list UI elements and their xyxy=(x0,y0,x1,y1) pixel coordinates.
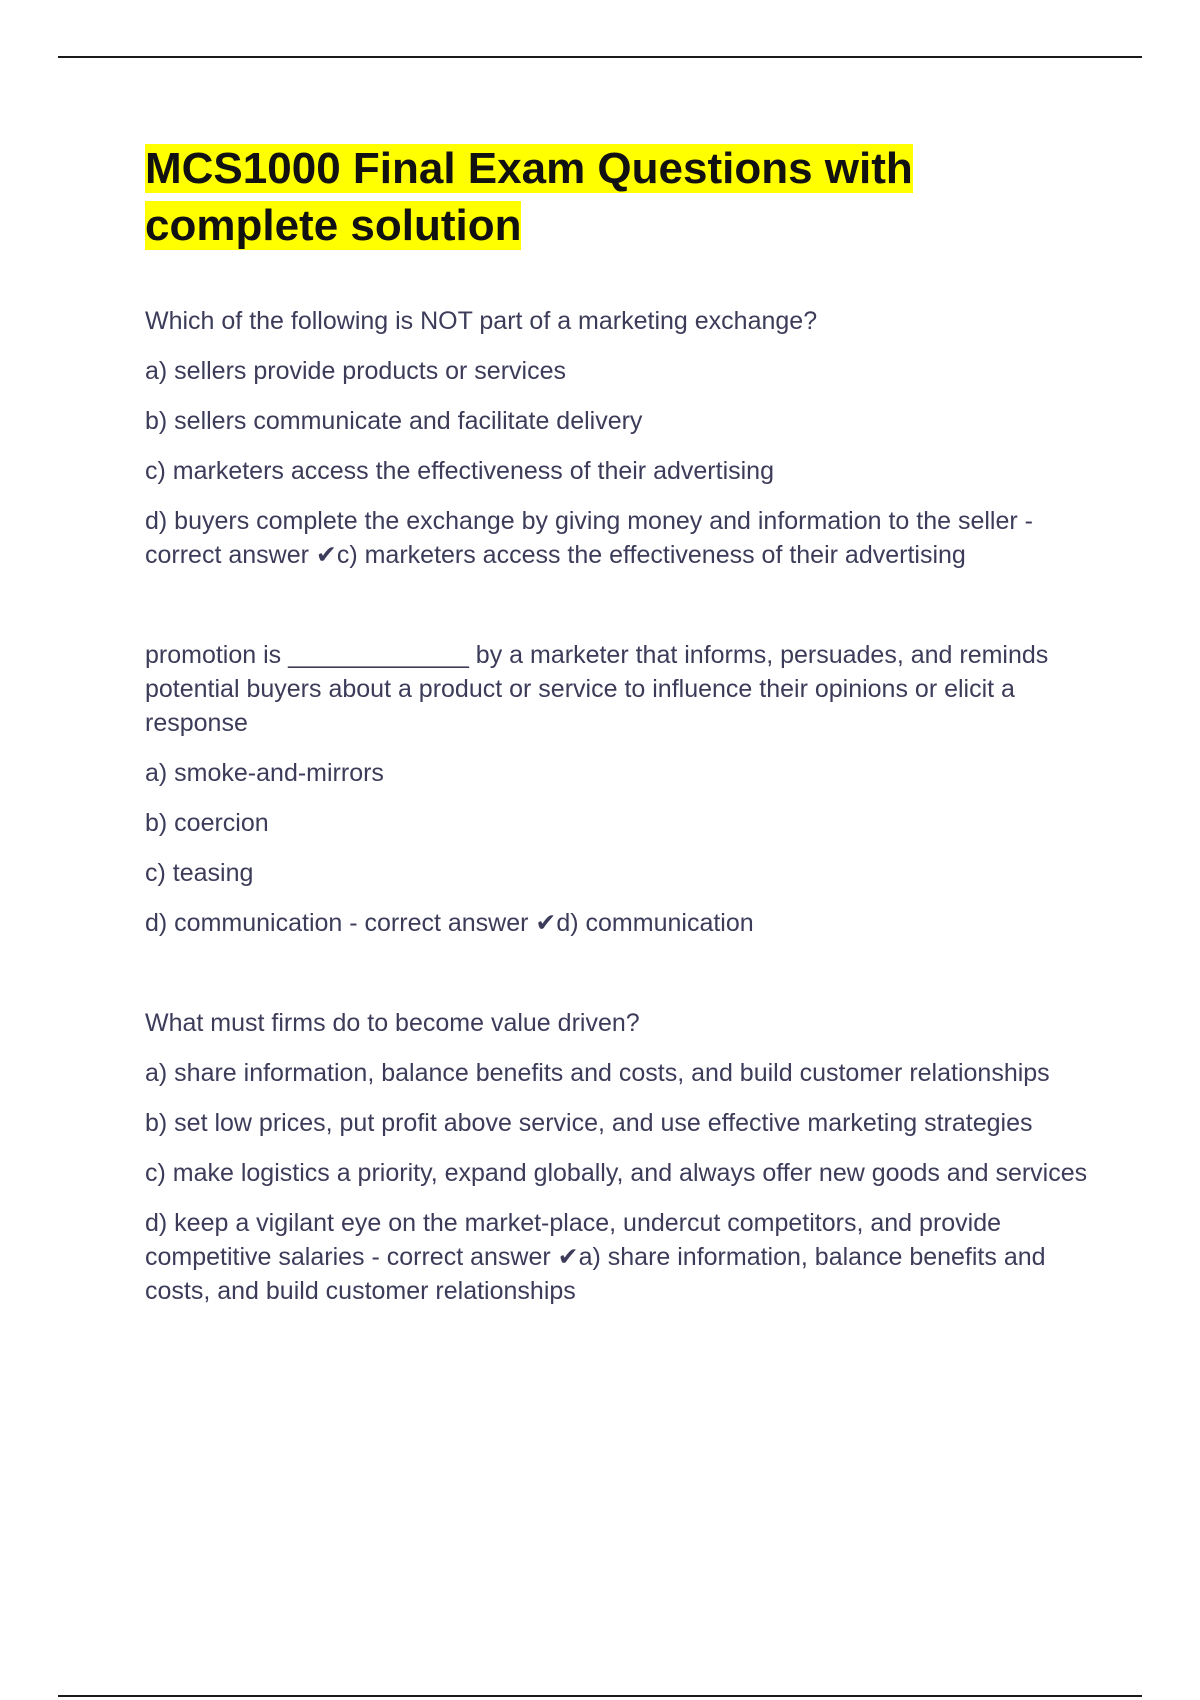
footer-rule xyxy=(58,1695,1142,1697)
document-content xyxy=(145,140,1105,1374)
header-rule xyxy=(58,56,1142,58)
question-list xyxy=(145,304,1105,1308)
answer-option-d-with-solution: d) communication - correct answer ✔d) communication xyxy=(145,909,754,937)
answer-option-b: b) sellers communicate and facilitate delivery xyxy=(145,407,643,435)
question-prompt: promotion is _____________ by a marketer that informs, persuades, and reminds potential buyers about a product or service to influence their opinions or elicit a response xyxy=(145,641,1049,737)
question-2 xyxy=(145,638,1105,940)
answer-option-b: b) coercion xyxy=(145,809,269,837)
answer-option-a: a) smoke-and-mirrors xyxy=(145,759,384,787)
question-3 xyxy=(145,1006,1105,1308)
question-prompt: Which of the following is NOT part of a marketing exchange? xyxy=(145,307,818,335)
answer-option-c: c) make logistics a priority, expand globally, and always offer new goods and services xyxy=(145,1159,1088,1187)
answer-option-d-with-solution: d) keep a vigilant eye on the market-place, undercut competitors, and provide competitive salaries - correct answer ✔a) share information, balance benefits and costs, and build customer relationships xyxy=(145,1209,1046,1305)
document-title xyxy=(145,140,1105,254)
answer-option-a: a) sellers provide products or services xyxy=(145,357,566,385)
answer-option-c: c) teasing xyxy=(145,859,254,887)
answer-option-d-with-solution: d) buyers complete the exchange by giving money and information to the seller - correct answer ✔c) marketers access the effectiveness of their advertising xyxy=(145,507,1033,569)
answer-option-b: b) set low prices, put profit above service, and use effective marketing strategies xyxy=(145,1109,1033,1137)
question-1 xyxy=(145,304,1105,572)
title-highlight: MCS1000 Final Exam Questions with complete solution xyxy=(145,144,913,250)
answer-option-c: c) marketers access the effectiveness of their advertising xyxy=(145,457,774,485)
question-prompt: What must firms do to become value driven? xyxy=(145,1009,640,1037)
answer-option-a: a) share information, balance benefits and costs, and build customer relationships xyxy=(145,1059,1050,1087)
